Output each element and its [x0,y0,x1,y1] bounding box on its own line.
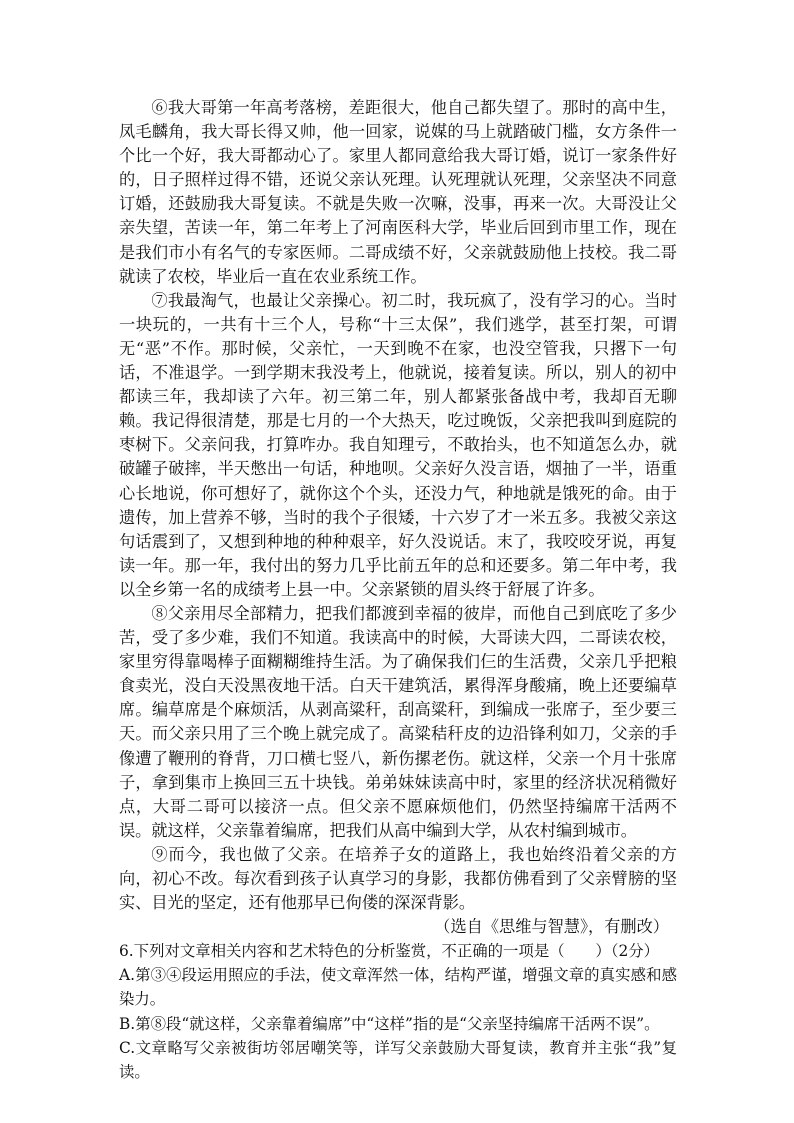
paragraph-8: ⑧父亲用尽全部精力，把我们都渡到幸福的彼岸，而他自己到底吃了多少苦，受了多少难，我们不知道。我读高中的时候，大哥读大四，二哥读农校，家里穷得靠喝棒子面糊糊维持生活。为了确保我们仨的生活费，父亲几乎把粮食卖光，没白天没黑夜地干活。白天干建筑活，累得浑身酸痛，晚上还要编草席。编草席是个麻烦活，从剥高粱秆，刮高粱秆，到编成一张席子，至少要三天。而父亲只用了三个晚上就完成了。高粱秸秆皮的边沿锋利如刀，父亲的手像遭了鞭刑的脊背，刀口横七竖八，新伤摞老伤。就这样，父亲一个月十张席子，拿到集市上换回三五十块钱。弟弟妹妹读高中时，家里的经济状况稍微好点，大哥二哥可以接济一点。但父亲不愿麻烦他们，仍然坚持编席干活两不误。就这样，父亲靠着编席，把我们从高中编到大学，从农村编到城市。 [119,603,677,840]
option-b: B.第⑧段“就这样，父亲靠着编席”中“这样”指的是“父亲坚持编席干活两不误”。 [119,1014,660,1033]
paragraph-6: ⑥我大哥第一年高考落榜，差距很大，他自己都失望了。那时的高中生，凤毛麟角，我大哥长得又帅，他一回家，说媒的马上就踏破门槛，女方条件一个比一个好，我大哥都动心了。家里人都同意给我大哥订婚，说订一家条件好的，日子照样过得不错，还说父亲认死理。认死理就认死理，父亲坚决不同意订婚，还鼓励我大哥复读。不就是失败一次嘛，没事，再来一次。大哥没让父亲失望，苦读一年，第二年考上了河南医科大学，毕业后回到市里工作，现在是我们市小有名气的专家医师。二哥成绩不好，父亲就鼓励他上技校。我二哥就读了农校，毕业后一直在农业系统工作。 [119,98,677,286]
paragraph-9: ⑨而今，我也做了父亲。在培养子女的道路上，我也始终沿着父亲的方向，初心不改。每次看到孩子认真学习的身影，我都仿佛看到了父亲臂膀的坚实、目光的坚定，还有他那早已佝偻的深深背影。 [119,844,677,913]
option-a: A.第③④段运用照应的手法，使文章浑然一体，结构严谨，增强文章的真实感和感染力。 [119,966,677,1009]
question-stem: 6.下列对文章相关内容和艺术特色的分析鉴赏，不正确的一项是（ ）（2分） [119,942,660,961]
document-page [119,96,677,1084]
paragraph-7: ⑦我最淘气，也最让父亲操心。初二时，我玩疯了，没有学习的心。当时一块玩的，一共有十三个人，号称“十三太保”，我们逃学，甚至打架，可谓无“恶”不作。那时候，父亲忙，一天到晚不在家，也没空管我，只撂下一句话，不准退学。一到学期末我没考上，他就说，接着复读。所以，别人的初中都读三年，我却读了六年。初三第二年，别人都紧张备战中考，我却百无聊赖。我记得很清楚，那是七月的一个大热天，吃过晚饭，父亲把我叫到庭院的枣树下。父亲问我，打算咋办。我自知理亏，不敢抬头，也不知道怎么办，就破罐子破摔，半天憋出一句话，种地呗。父亲好久没言语，烟抽了一半，语重心长地说，你可想好了，就你这个个头，还没力气，种地就是饿死的命。由于遗传，加上营养不够，当时的我个子很矮，十六岁了才一米五多。我被父亲这句话震到了，又想到种地的种种艰辛，好久没说话。末了，我咬咬牙说，再复读一年。那一年，我付出的努力几乎比前五年的总和还要多。第二年中考，我以全乡第一名的成绩考上县一中。父亲紧锁的眉头终于舒展了许多。 [119,290,677,599]
source-citation: （选自《思维与智慧》，有删改） [434,917,669,937]
option-c: C.文章略写父亲被街坊邻居嘲笑等，详写父亲鼓励大哥复读，教育并主张“我”复读。 [119,1038,677,1081]
